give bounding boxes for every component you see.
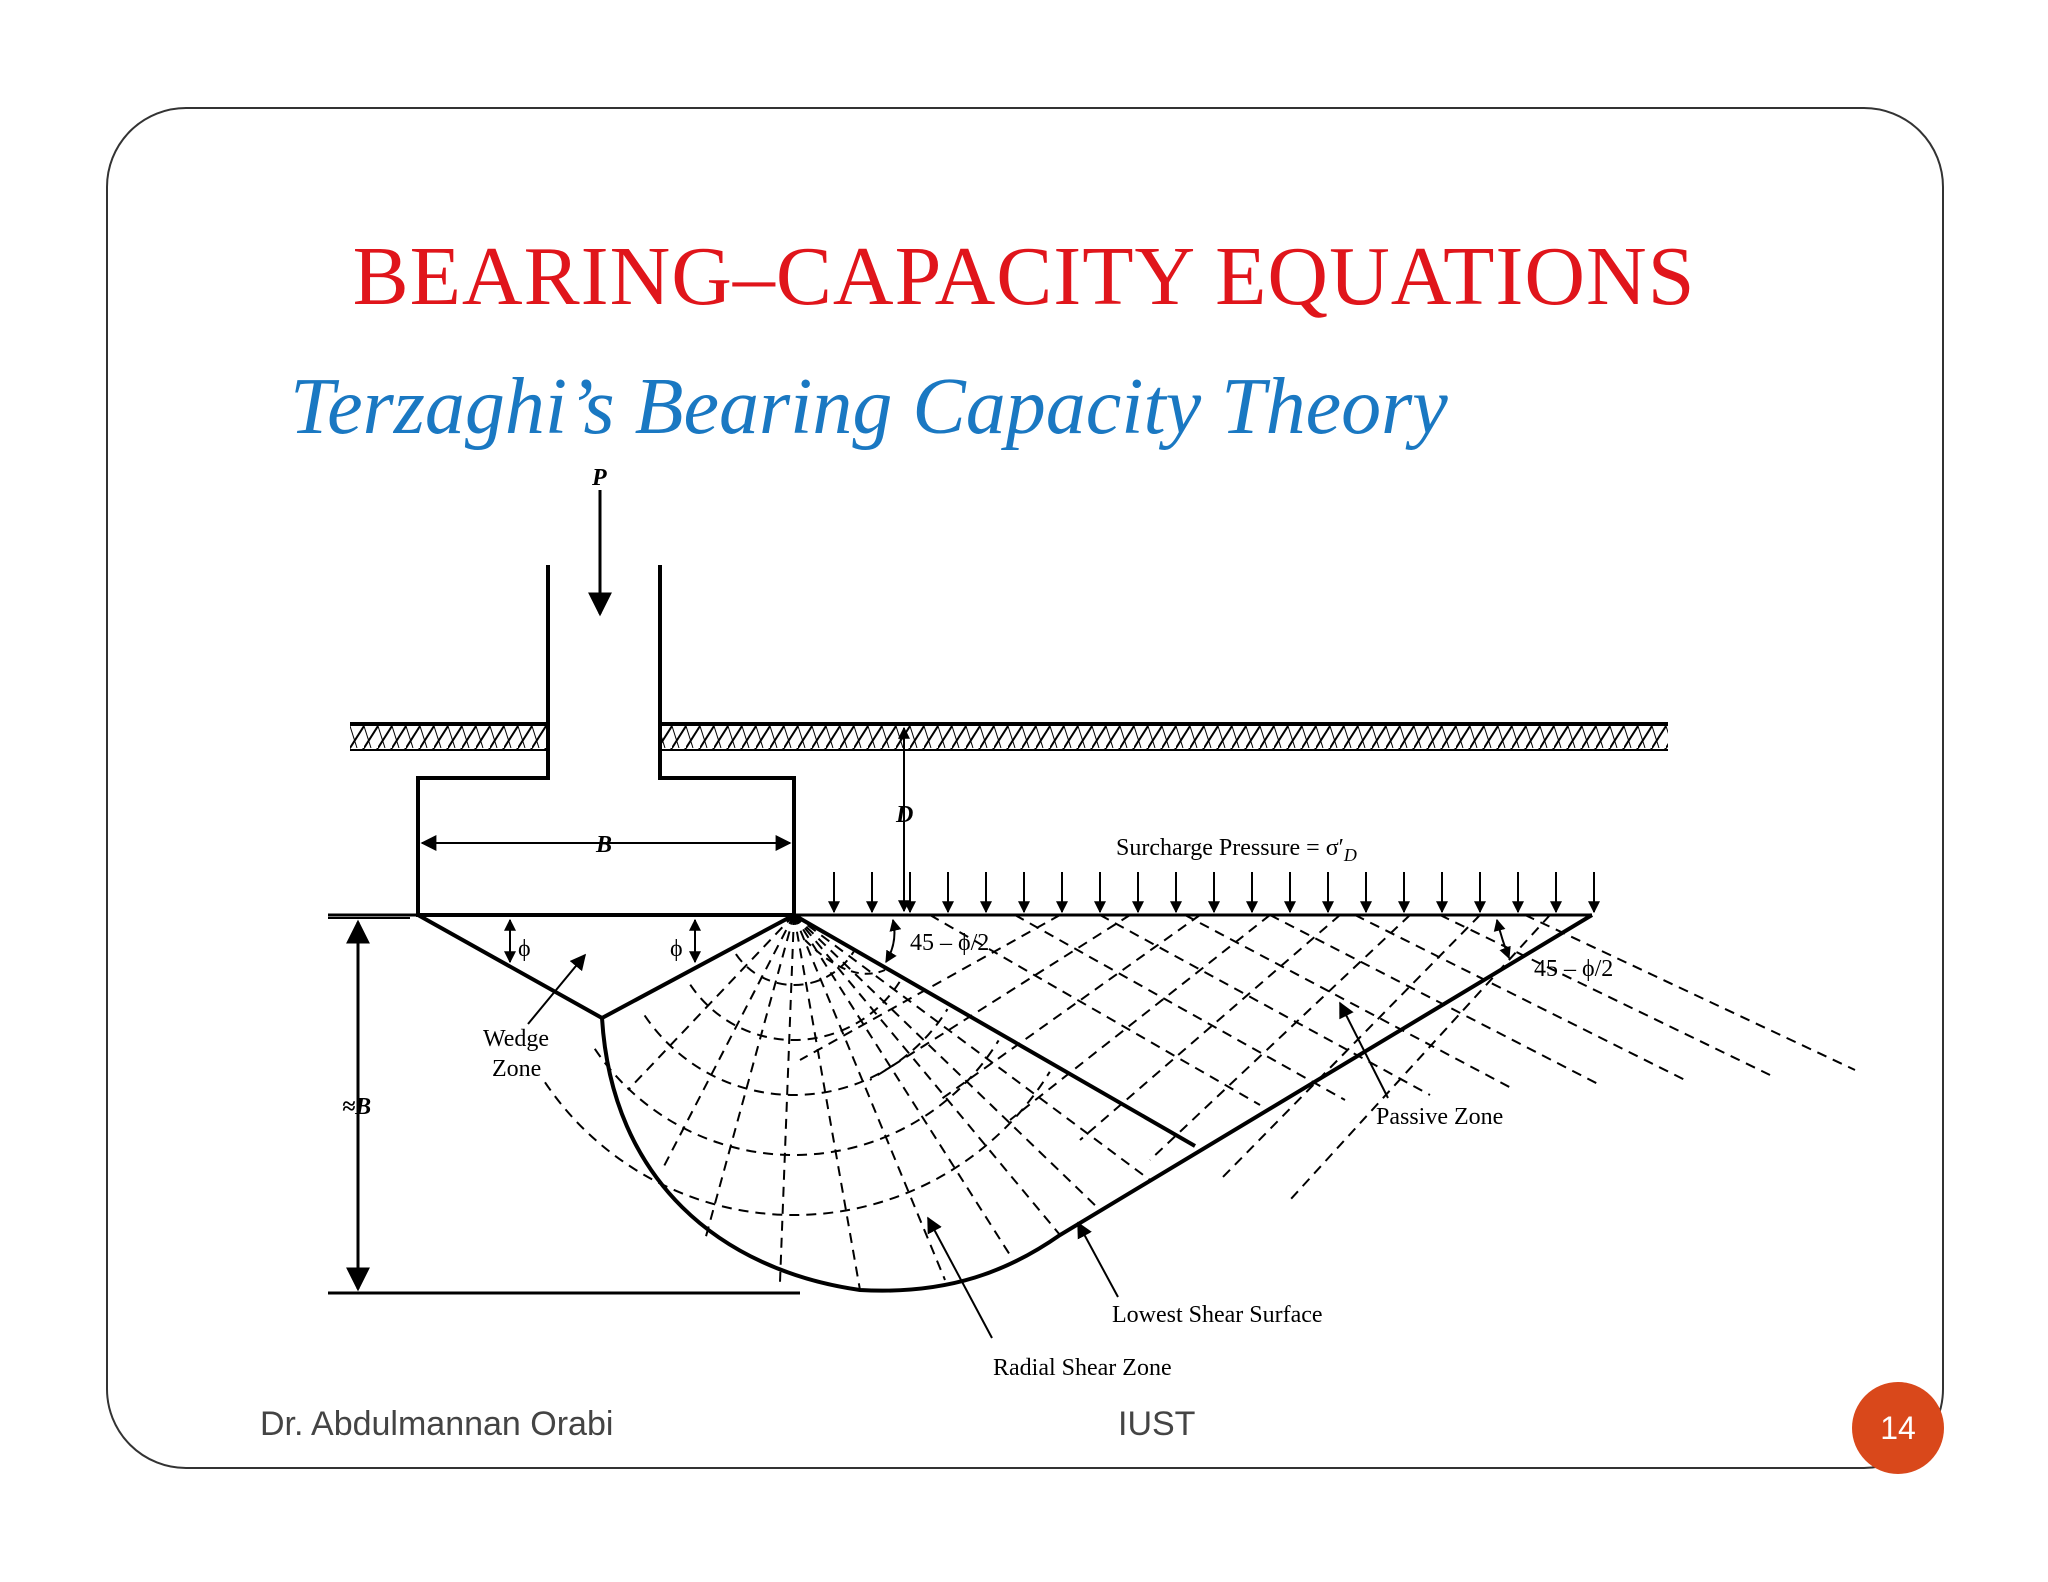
passive-zone-label: Passive Zone bbox=[1376, 1104, 1504, 1130]
phi-right-label: ϕ bbox=[670, 936, 683, 962]
lowest-shear-label: Lowest Shear Surface bbox=[1112, 1302, 1323, 1328]
wedge-zone-label-line1: Wedge bbox=[483, 1026, 550, 1052]
approx-b-label: ≈B bbox=[342, 1094, 372, 1120]
passive-zone-grid bbox=[800, 915, 1855, 1200]
slide-title: BEARING–CAPACITY EQUATIONS bbox=[352, 230, 1696, 323]
load-label: P bbox=[592, 465, 607, 491]
footer-author: Dr. Abdulmannan Orabi bbox=[260, 1405, 614, 1443]
page-number-badge: 14 bbox=[1852, 1382, 1944, 1474]
phi-left-label: ϕ bbox=[518, 936, 531, 962]
failure-zones bbox=[418, 915, 1592, 1291]
surcharge-label: Surcharge Pressure = $\sigma'_D$ bbox=[1116, 835, 1357, 865]
wedge-zone-label-line2: Zone bbox=[492, 1056, 542, 1082]
width-label: B bbox=[596, 832, 613, 858]
depth-label: D bbox=[896, 802, 914, 828]
angle-markers bbox=[510, 920, 1509, 974]
angle-outer-label: 45 – ϕ/2 bbox=[1534, 956, 1614, 982]
angle-inner-label: 45 – ϕ/2 bbox=[910, 930, 990, 956]
slide-subtitle: Terzaghi’s Bearing Capacity Theory bbox=[290, 363, 1448, 451]
radial-shear-label: Radial Shear Zone bbox=[993, 1355, 1172, 1381]
radial-shear-lines bbox=[545, 915, 1150, 1290]
footer-organization: IUST bbox=[1118, 1405, 1196, 1443]
surcharge-arrows bbox=[834, 872, 1594, 912]
